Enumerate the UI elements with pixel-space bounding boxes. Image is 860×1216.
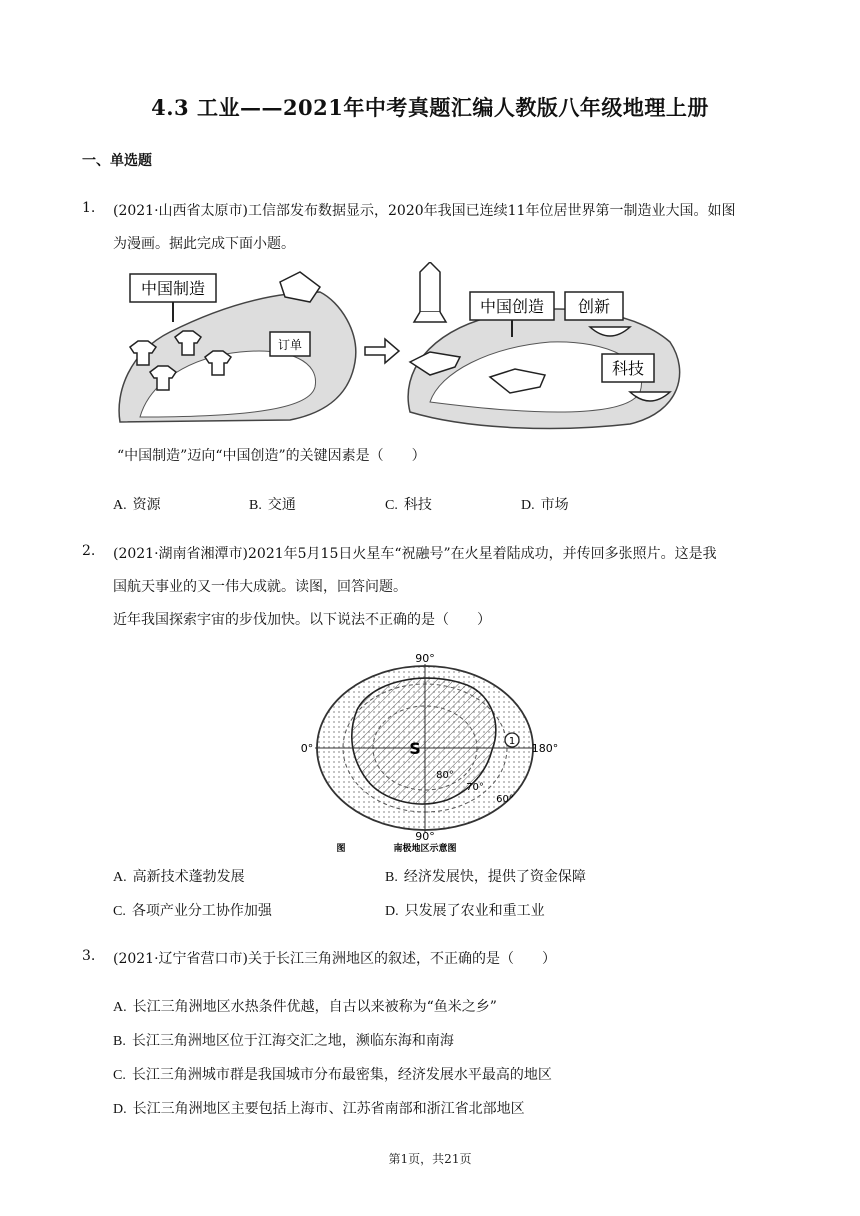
lat-60-label: 60°	[496, 794, 514, 805]
question-3-option-c[interactable]	[113, 1064, 552, 1084]
question-2-line-2: 国航天事业的又一伟大成就。读图，回答问题。	[113, 579, 407, 595]
option-key: C.	[385, 498, 398, 513]
option-key: D.	[113, 1102, 127, 1117]
page-title: 4.3 工业——2021年中考真题汇编人教版八年级地理上册	[151, 95, 709, 120]
question-1-stem: “中国制造”迈向“中国创造”的关键因素是（ ）	[117, 448, 426, 464]
antarctica-map	[297, 650, 567, 855]
label-innovation: 创新	[577, 297, 611, 316]
question-2-line-1: (2021·湖南省湘潭市)2021年5月15日火星车“祝融号”在火星着陆成功，并传回多张照片。这是我	[113, 546, 717, 562]
label-order: 订单	[277, 338, 303, 352]
lon-180-label: 180°	[531, 742, 559, 755]
question-3-option-a[interactable]	[113, 996, 497, 1016]
figure-caption-prefix: 图	[336, 844, 346, 854]
question-1-option-c[interactable]	[385, 494, 432, 514]
page-footer: 第1页，共21页	[388, 1152, 472, 1166]
option-key: C.	[113, 904, 126, 919]
marker-1: 1	[508, 736, 516, 747]
option-text: 长江三角洲地区水热条件优越，自古以来被称为“鱼米之乡”	[132, 999, 497, 1015]
question-1-option-b[interactable]	[249, 494, 296, 514]
label-made-in-china: 中国制造	[140, 279, 206, 298]
question-1-line-2: 为漫画。据此完成下面小题。	[113, 236, 295, 252]
option-key: A.	[113, 498, 127, 513]
lat-top-label: 90°	[415, 652, 435, 665]
lat-bottom-label: 90°	[415, 830, 435, 843]
question-1-number: 1.	[82, 200, 96, 216]
option-key: C.	[113, 1068, 126, 1083]
question-1-line-1: (2021·山西省太原市)工信部发布数据显示，2020年我国已连续11年位居世界第一制造业大国。如图	[113, 203, 736, 219]
option-text: 市场	[540, 497, 569, 513]
option-text: 长江三角洲城市群是我国城市分布最密集，经济发展水平最高的地区	[131, 1067, 552, 1083]
option-text: 高新技术蓬勃发展	[132, 869, 245, 885]
option-key: B.	[385, 870, 398, 885]
question-2-option-d[interactable]	[385, 900, 545, 920]
option-key: B.	[249, 498, 262, 513]
south-pole-label: S	[409, 739, 421, 758]
question-2-option-a[interactable]	[113, 866, 245, 886]
option-text: 长江三角洲地区位于江海交汇之地，濒临东海和南海	[131, 1033, 454, 1049]
question-1-cartoon	[110, 262, 690, 432]
question-3-option-b[interactable]	[113, 1030, 454, 1050]
option-key: D.	[521, 498, 535, 513]
question-1-option-d[interactable]	[521, 494, 569, 514]
question-2-option-b[interactable]	[385, 866, 586, 886]
option-text: 科技	[403, 497, 432, 513]
lat-70-label: 70°	[466, 782, 484, 793]
question-2-stem: 近年我国探索宇宙的步伐加快。以下说法不正确的是（ ）	[113, 612, 491, 628]
question-3-stem: (2021·辽宁省营口市)关于长江三角洲地区的叙述，不正确的是（ ）	[113, 951, 557, 967]
option-text: 资源	[132, 497, 161, 513]
option-text: 交通	[267, 497, 296, 513]
option-text: 只发展了农业和重工业	[404, 903, 545, 919]
option-text: 长江三角洲地区主要包括上海市、江苏省南部和浙江省北部地区	[132, 1101, 525, 1117]
question-2-option-c[interactable]	[113, 900, 272, 920]
option-key: A.	[113, 1000, 127, 1015]
figure-caption: 南极地区示意图	[393, 844, 457, 854]
option-key: D.	[385, 904, 399, 919]
section-heading: 一、单选题	[82, 153, 152, 169]
lon-0-label: 0°	[300, 742, 314, 755]
label-technology: 科技	[611, 359, 645, 378]
label-created-in-china: 中国创造	[479, 297, 545, 316]
lat-80-label: 80°	[436, 770, 454, 781]
option-key: B.	[113, 1034, 126, 1049]
option-text: 各项产业分工协作加强	[131, 903, 272, 919]
question-2-number: 2.	[82, 543, 96, 559]
question-3-number: 3.	[82, 948, 96, 964]
option-key: A.	[113, 870, 127, 885]
question-3-option-d[interactable]	[113, 1098, 525, 1118]
question-1-option-a[interactable]	[113, 494, 161, 514]
option-text: 经济发展快，提供了资金保障	[403, 869, 586, 885]
